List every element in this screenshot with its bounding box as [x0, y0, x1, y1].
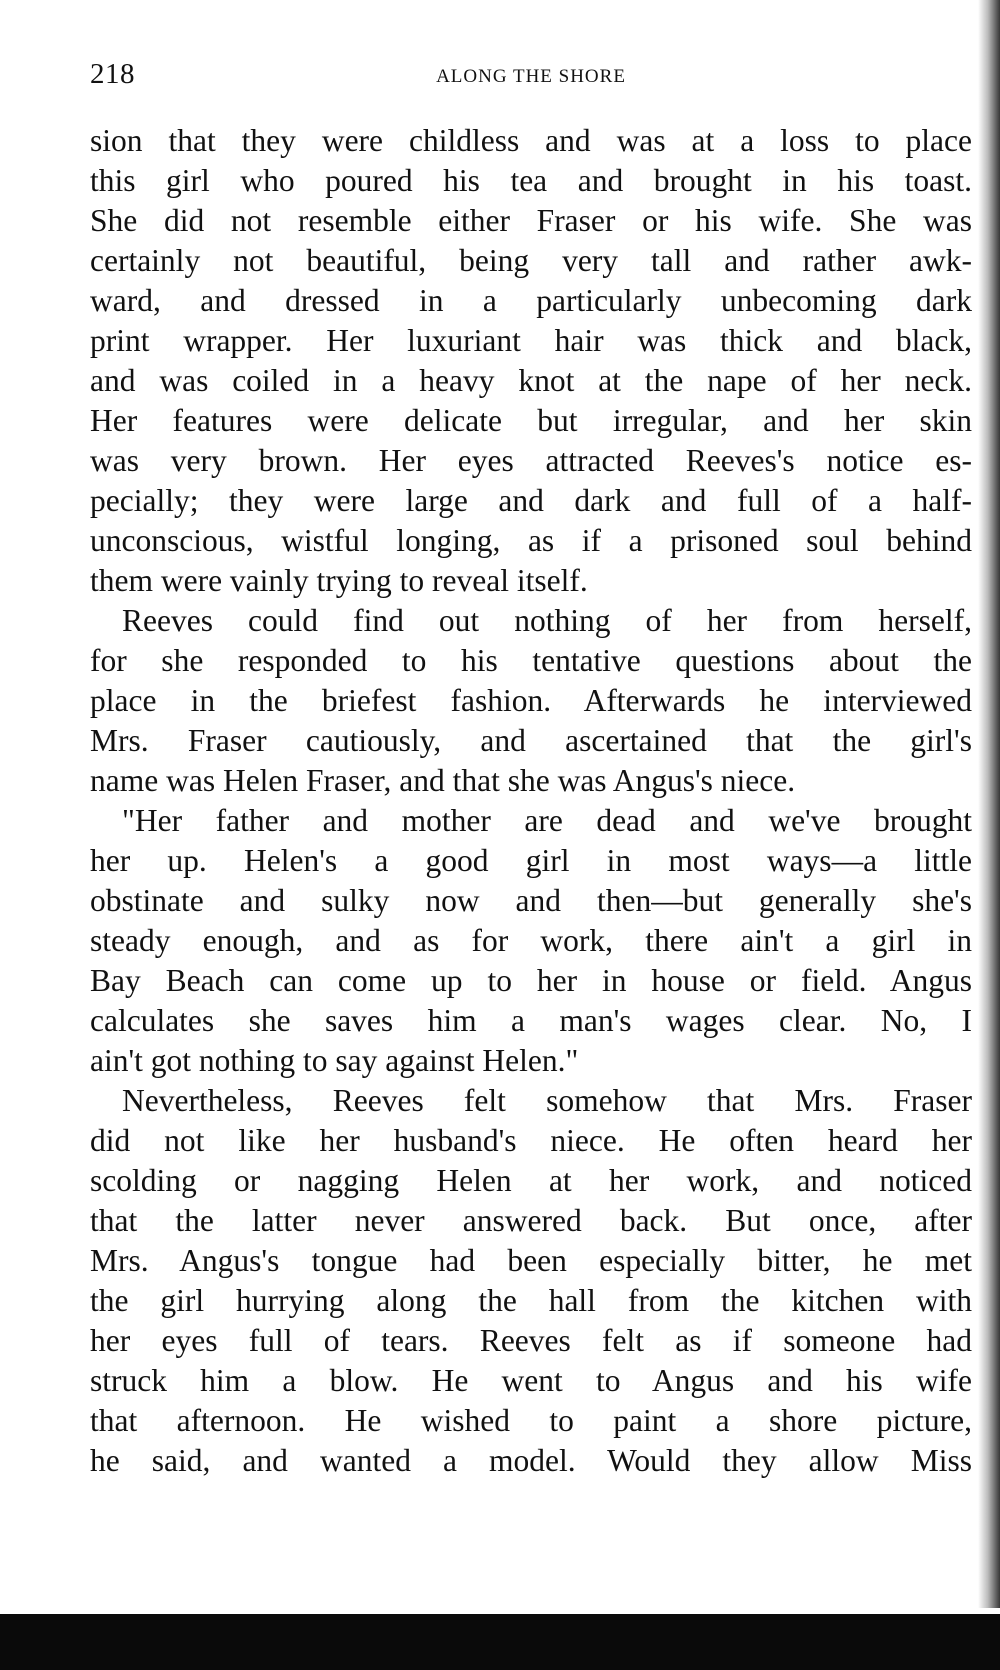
text-line: She did not resemble either Fraser or his wife. She was	[90, 203, 972, 238]
text-line: that the latter never answered back. But once, after	[90, 1203, 972, 1238]
text-line: that afternoon. He wished to paint a shore picture,	[90, 1403, 972, 1438]
text-line: ward, and dressed in a particularly unbecoming dark	[90, 283, 972, 318]
running-head: ALONG THE SHORE	[436, 66, 626, 87]
text-line: sion that they were childless and was at a loss to place	[90, 123, 972, 158]
page-number: 218	[90, 58, 135, 90]
text-line: this girl who poured his tea and brought in his toast.	[90, 163, 972, 198]
scan-bottom-border	[0, 1614, 1000, 1670]
text-line: her eyes full of tears. Reeves felt as if someone had	[90, 1323, 972, 1358]
page-edge-shadow	[978, 0, 1000, 1608]
text-line: Mrs. Angus's tongue had been especially bitter, he met	[90, 1243, 972, 1278]
text-line: steady enough, and as for work, there ain't a girl in	[90, 923, 972, 958]
text-line: Her features were delicate but irregular, and her skin	[90, 403, 972, 438]
text-line: struck him a blow. He went to Angus and his wife	[90, 1363, 972, 1398]
text-line: unconscious, wistful longing, as if a prisoned soul behind	[90, 523, 972, 558]
text-line: ain't got nothing to say against Helen."	[90, 1043, 579, 1078]
text-line: place in the briefest fashion. Afterwards he interviewed	[90, 683, 972, 718]
text-line: them were vainly trying to reveal itself.	[90, 563, 588, 598]
text-line: for she responded to his tentative questions about the	[90, 643, 972, 678]
text-line: did not like her husband's niece. He often heard her	[90, 1123, 972, 1158]
text-line: and was coiled in a heavy knot at the nape of her neck.	[90, 363, 972, 398]
text-line: obstinate and sulky now and then—but generally she's	[90, 883, 972, 918]
text-line: he said, and wanted a model. Would they allow Miss	[90, 1443, 972, 1478]
text-line: Bay Beach can come up to her in house or field. Angus	[90, 963, 972, 998]
text-line: the girl hurrying along the hall from the kitchen with	[90, 1283, 972, 1318]
text-line: calculates she saves him a man's wages clear. No, I	[90, 1003, 972, 1038]
text-line: name was Helen Fraser, and that she was Angus's niece.	[90, 763, 796, 798]
text-line: certainly not beautiful, being very tall and rather awk-	[90, 243, 972, 278]
body-text	[90, 121, 972, 1481]
text-line: pecially; they were large and dark and full of a half-	[90, 483, 972, 518]
text-line: Reeves could find out nothing of her from herself,	[122, 603, 972, 638]
text-line: "Her father and mother are dead and we've brought	[122, 803, 972, 838]
text-line: print wrapper. Her luxuriant hair was thick and black,	[90, 323, 972, 358]
text-line: was very brown. Her eyes attracted Reeves's notice es-	[90, 443, 972, 478]
text-line: Mrs. Fraser cautiously, and ascertained that the girl's	[90, 723, 972, 758]
text-line: scolding or nagging Helen at her work, and noticed	[90, 1163, 972, 1198]
text-line: Nevertheless, Reeves felt somehow that Mrs. Fraser	[122, 1083, 972, 1118]
page-header	[90, 58, 972, 98]
text-line: her up. Helen's a good girl in most ways—a little	[90, 843, 972, 878]
